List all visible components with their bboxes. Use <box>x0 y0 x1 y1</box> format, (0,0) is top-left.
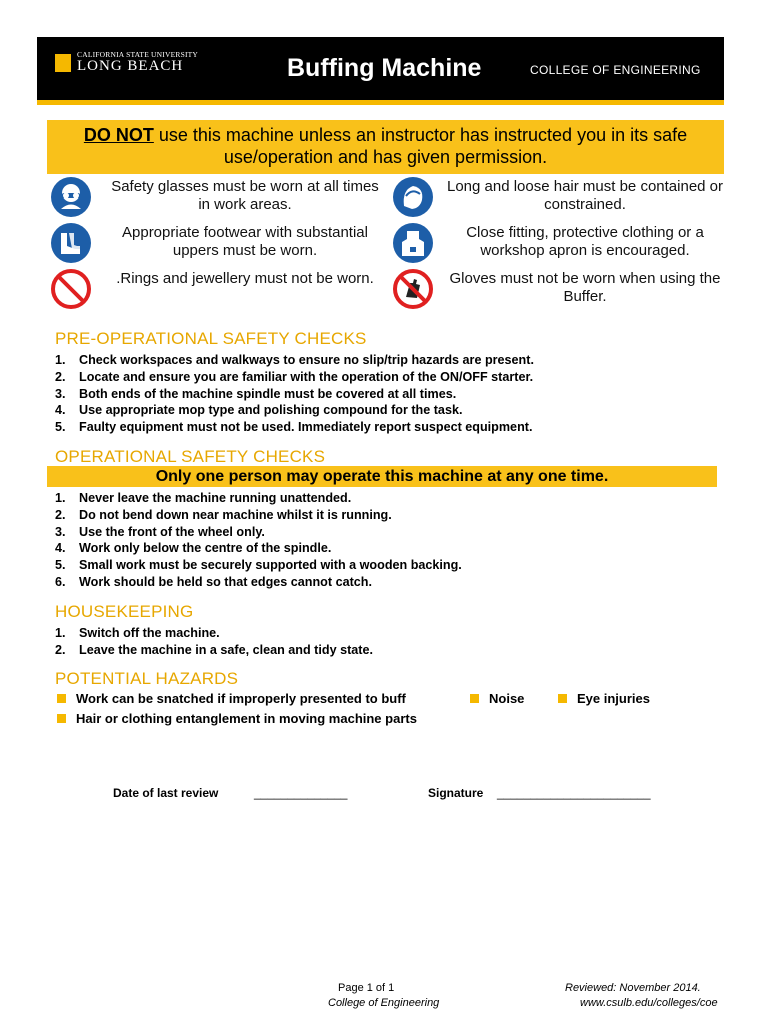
no-gloves-icon <box>392 268 434 310</box>
op-heading: OPERATIONAL SAFETY CHECKS <box>55 447 326 466</box>
footer-reviewed: Reviewed: November 2014. <box>565 982 701 994</box>
page-header <box>37 37 724 105</box>
list-item: 1. Never leave the machine running unattended. <box>55 491 352 505</box>
footer-url: www.csulb.edu/colleges/coe <box>580 997 718 1009</box>
list-item: 2. Do not bend down near machine whilst it is running. <box>55 507 392 522</box>
list-item: 1. Check workspaces and walkways to ensure no slip/trip hazards are present. <box>55 353 534 367</box>
housekeeping-list <box>55 625 373 659</box>
bullet-icon <box>57 694 66 703</box>
hazards-heading: POTENTIAL HAZARDS <box>55 669 239 688</box>
hazard-item: Hair or clothing entanglement in moving machine parts <box>57 711 417 726</box>
list-item: 2. Locate and ensure you are familiar with the operation of the ON/OFF starter. <box>55 369 534 384</box>
pre-op-list <box>55 352 534 436</box>
list-item: 4. Work only below the centre of the spindle. <box>55 541 332 556</box>
logo-line-2: LONG BEACH <box>77 58 184 74</box>
page-title: Buffing Machine <box>287 54 482 82</box>
safety-glasses-icon <box>50 176 92 218</box>
signature-label: Signature <box>428 786 484 800</box>
bullet-icon <box>57 714 66 723</box>
apron-icon <box>392 222 434 264</box>
warning-lead: DO NOT <box>83 125 154 145</box>
college-name: COLLEGE OF ENGINEERING <box>530 63 701 77</box>
bullet-icon <box>558 694 567 703</box>
no-jewellery-icon <box>50 268 92 310</box>
hazard-item: Eye injuries <box>558 691 650 706</box>
bullet-icon <box>470 694 479 703</box>
pre-op-heading: PRE-OPERATIONAL SAFETY CHECKS <box>55 329 367 348</box>
logo-line-1: CALIFORNIA STATE UNIVERSITY <box>77 50 199 59</box>
list-item: 6. Work should be held so that edges cannot catch. <box>55 574 372 589</box>
header-stripe <box>37 100 724 105</box>
signature-field[interactable]: _______________________ <box>497 786 651 800</box>
hazard-item: Work can be snatched if improperly presented to buff <box>57 691 406 706</box>
csulb-logo <box>55 51 198 74</box>
list-item: 4. Use appropriate mop type and polishing compound for the task. <box>55 403 463 418</box>
safety-boots-icon <box>50 222 92 264</box>
review-date-label: Date of last review <box>113 786 219 800</box>
list-item: 2. Leave the machine in a safe, clean and tidy state. <box>55 642 373 657</box>
footer-college: College of Engineering <box>328 997 440 1009</box>
list-item: 1. Switch off the machine. <box>55 626 220 640</box>
ppe-text-footwear: Appropriate footwear with substantial uppers must be worn. <box>122 224 368 259</box>
warning-banner <box>47 120 724 174</box>
ppe-text-clothing: Close fitting, protective clothing or a workshop apron is encouraged. <box>466 224 704 259</box>
ppe-text-jewellery: .Rings and jewellery must not be worn. <box>116 270 374 287</box>
hair-restraint-icon <box>392 176 434 218</box>
logo-mark <box>55 54 71 72</box>
list-item: 3. Use the front of the wheel only. <box>55 524 265 539</box>
ppe-text-glasses: Safety glasses must be worn at all times in work areas. <box>111 178 379 213</box>
hazard-item: Noise <box>470 691 524 706</box>
ppe-text-gloves: Gloves must not be worn when using the Buffer. <box>449 270 721 305</box>
op-banner: Only one person may operate this machine at any one time. <box>47 466 717 487</box>
page-number: Page 1 of 1 <box>338 982 395 994</box>
list-item: 3. Both ends of the machine spindle must be covered at all times. <box>55 386 457 401</box>
op-list <box>55 490 462 591</box>
review-date-field[interactable]: ______________ <box>254 786 348 800</box>
list-item: 5. Faulty equipment must not be used. Immediately report suspect equipment. <box>55 420 533 435</box>
warning-text: use this machine unless an instructor has instructed you in its safe use/operation and has given permission. <box>153 125 688 167</box>
ppe-text-hair: Long and loose hair must be contained or constrained. <box>446 178 724 213</box>
housekeeping-heading: HOUSEKEEPING <box>55 602 194 621</box>
list-item: 5. Small work must be securely supported with a wooden backing. <box>55 558 462 573</box>
